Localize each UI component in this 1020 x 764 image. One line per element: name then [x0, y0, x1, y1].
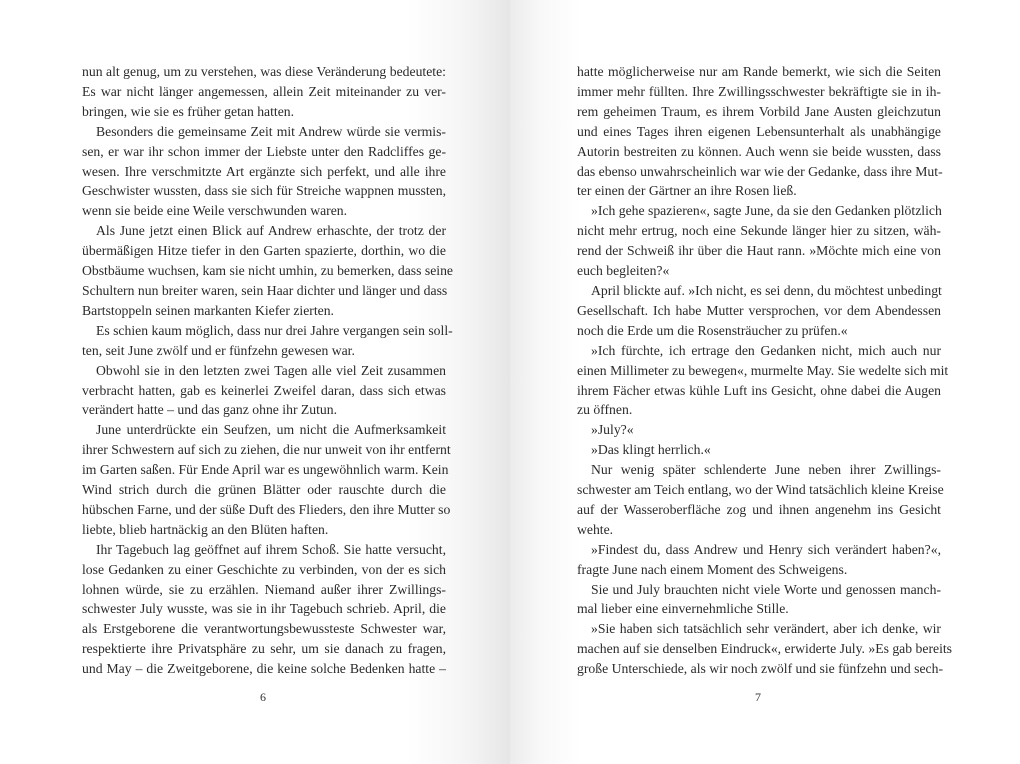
- paragraph: [82, 122, 446, 222]
- paragraph: [577, 460, 944, 540]
- text-line: auf der Wasseroberfläche zog und ihnen angenehm ins Gesicht: [577, 501, 941, 517]
- paragraph: [577, 62, 941, 201]
- text-line: »Sie haben sich tatsächlich sehr verändert, aber ich denke, wir: [591, 621, 941, 637]
- page-number-left: 6: [260, 690, 266, 704]
- text-line: machen auf sie denselben Eindruck«, erwiderte July. »Es gab bereits: [577, 641, 953, 657]
- paragraph: [82, 540, 446, 679]
- text-line: rend der Schweiß ihr über die Haut rann. »Möchte mich eine von: [577, 243, 941, 259]
- text-line: euch begleiten?«: [577, 263, 670, 279]
- text-line: ten, seit June zwölf und er fünfzehn gewesen war.: [82, 342, 355, 358]
- paragraph: [577, 281, 941, 341]
- text-line: Gesellschaft. Ich habe Mutter versprochen, vor dem Abendessen: [577, 302, 941, 318]
- text-line: June unterdrückte ein Seufzen, um nicht die Aufmerksamkeit: [96, 422, 446, 438]
- text-line: ihrer Schwestern auf sich zu ziehen, die nur unweit von ihr entfernt: [82, 442, 451, 458]
- text-line: und eines Tages ihren eigenen Lebensunterhalt als unabhängige: [577, 123, 941, 139]
- text-line: fragte June nach einem Moment des Schweigens.: [577, 561, 848, 577]
- text-line: nicht mehr ertrug, noch eine Sekunde länger hier zu sitzen, wäh-: [577, 223, 941, 239]
- text-line: wenn sie beide eine Weile verschwunden waren.: [82, 203, 348, 219]
- paragraph: [577, 420, 941, 440]
- paragraph: [577, 341, 949, 421]
- text-line: Es war nicht länger angemessen, allein Zeit miteinander zu ver-: [82, 83, 446, 99]
- text-line: schwester am Teich entlang, wo der Wind tatsächlich kleine Kreise: [577, 482, 944, 498]
- left-page-text: [82, 62, 453, 679]
- text-line: zu öffnen.: [577, 402, 633, 418]
- paragraph: [577, 619, 953, 679]
- text-line: lohnen würde, sie zu erzählen. Niemand außer ihrer Zwillings-: [82, 581, 446, 597]
- text-line: Geschwister wussten, dass sie sich für Streiche wappnen mussten,: [82, 183, 446, 199]
- text-line: Besonders die gemeinsame Zeit mit Andrew würde sie vermis-: [96, 123, 446, 139]
- right-page: [510, 0, 1020, 764]
- text-line: große Unterschiede, als wir noch zwölf und sie fünfzehn und sech-: [577, 661, 944, 677]
- paragraph: [82, 420, 451, 539]
- text-line: »July?«: [591, 422, 634, 438]
- text-line: wehte.: [577, 521, 614, 537]
- text-line: Schultern nun breiter waren, sein Haar dichter und länger und dass: [82, 282, 448, 298]
- text-line: und May – die Zweitgeborene, die keine solche Bedenken hatte –: [82, 661, 446, 677]
- paragraph: [577, 201, 941, 281]
- right-page-text: [577, 62, 953, 679]
- paragraph: [577, 580, 941, 620]
- text-line: Bartstoppeln seinen markanten Kiefer zierten.: [82, 302, 334, 318]
- text-line: Wind strich durch die grünen Blätter oder rauschte durch die: [82, 482, 446, 498]
- paragraph: [82, 321, 453, 361]
- text-line: Autorin bestreiten zu können. Auch wenn sie beide wussten, dass: [577, 143, 941, 159]
- text-line: einen Millimeter zu bewegen«, murmelte May. Sie wedelte sich mit: [577, 362, 949, 378]
- text-line: als Erstgeborene die verantwortungsbewussteste Schwester war,: [82, 621, 446, 637]
- text-line: bringen, wie sie es früher getan hatten.: [82, 103, 295, 119]
- text-line: liebte, blieb hartnäckig an den Blüten haften.: [82, 521, 329, 537]
- text-line: nun alt genug, um zu verstehen, was diese Veränderung bedeutete:: [82, 64, 446, 79]
- page-number-right: 7: [755, 690, 761, 704]
- text-line: »Ich fürchte, ich ertrage den Gedanken nicht, mich auch nur: [591, 342, 941, 358]
- text-line: hübschen Farne, und der süße Duft des Flieders, den ihre Mutter so: [82, 501, 451, 517]
- text-line: noch die Erde um die Rosensträucher zu prüfen.«: [577, 322, 848, 338]
- paragraph: [577, 540, 941, 580]
- text-line: im Garten saßen. Für Ende April war es ungewöhnlich warm. Kein: [82, 462, 449, 478]
- text-line: »Das klingt herrlich.«: [591, 442, 711, 458]
- paragraph: [82, 221, 453, 321]
- text-line: verbracht hatten, gab es keinerlei Zweifel daran, dass sich etwas: [82, 382, 446, 398]
- text-line: rem geheimen Traum, es ihrem Vorbild Jane Austen gleichzutun: [577, 103, 941, 119]
- text-line: verändert hatte – und das ganz ohne ihr Zutun.: [82, 402, 338, 418]
- text-line: »Ich gehe spazieren«, sagte June, da sie den Gedanken plötzlich: [591, 203, 942, 219]
- paragraph: [82, 361, 446, 421]
- text-line: hatte möglicherweise nur am Rande bemerkt, wie sich die Seiten: [577, 64, 941, 79]
- text-line: April blickte auf. »Ich nicht, es sei denn, du möchtest unbedingt: [591, 282, 942, 298]
- text-line: Als June jetzt einen Blick auf Andrew erhaschte, der trotz der: [96, 223, 446, 239]
- text-line: Sie und July brauchten nicht viele Worte und genossen manch-: [591, 581, 941, 597]
- text-line: ihrem Fächer etwas kühle Luft ins Gesicht, ohne dabei die Augen: [577, 382, 941, 398]
- text-line: Nur wenig später schlenderte June neben ihrer Zwillings-: [591, 462, 941, 478]
- text-line: respektierte ihre Privatsphäre zu sehr, um sie danach zu fragen,: [82, 641, 446, 657]
- text-line: immer mehr füllten. Ihre Zwillingsschwester bekräftigte sie in ih-: [577, 83, 941, 99]
- text-line: übermäßigen Hitze tiefer in den Garten spazierte, dorthin, wo die: [82, 243, 446, 259]
- text-line: ter einen der Gärtner an ihre Rosen ließ.: [577, 183, 797, 199]
- text-line: lose Gedanken zu einer Geschichte zu verbinden, von der es sich: [82, 561, 446, 577]
- text-line: Obwohl sie in den letzten zwei Tagen alle viel Zeit zusammen: [96, 362, 446, 378]
- text-line: sen, er war ihr schon immer der Liebste unter den Radcliffes ge-: [82, 143, 446, 159]
- text-line: wesen. Ihre verschmitzte Art ergänzte sich perfekt, und alle ihre: [82, 163, 446, 179]
- text-line: mal lieber eine einvernehmliche Stille.: [577, 601, 789, 617]
- paragraph: [577, 440, 941, 460]
- text-line: schwester July wusste, was sie in ihr Tagebuch schrieb. April, die: [82, 601, 446, 617]
- text-line: Ihr Tagebuch lag geöffnet auf ihrem Schoß. Sie hatte versucht,: [96, 541, 446, 557]
- text-line: Es schien kaum möglich, dass nur drei Jahre vergangen sein soll-: [96, 322, 453, 338]
- paragraph: [82, 62, 446, 122]
- text-line: »Findest du, dass Andrew und Henry sich verändert haben?«,: [591, 541, 941, 557]
- text-line: das ebenso unwahrscheinlich war wie der Gedanke, dass ihre Mut-: [577, 163, 943, 179]
- text-line: Obstbäume wuchsen, kam sie nicht umhin, zu bemerken, dass seine: [82, 263, 453, 279]
